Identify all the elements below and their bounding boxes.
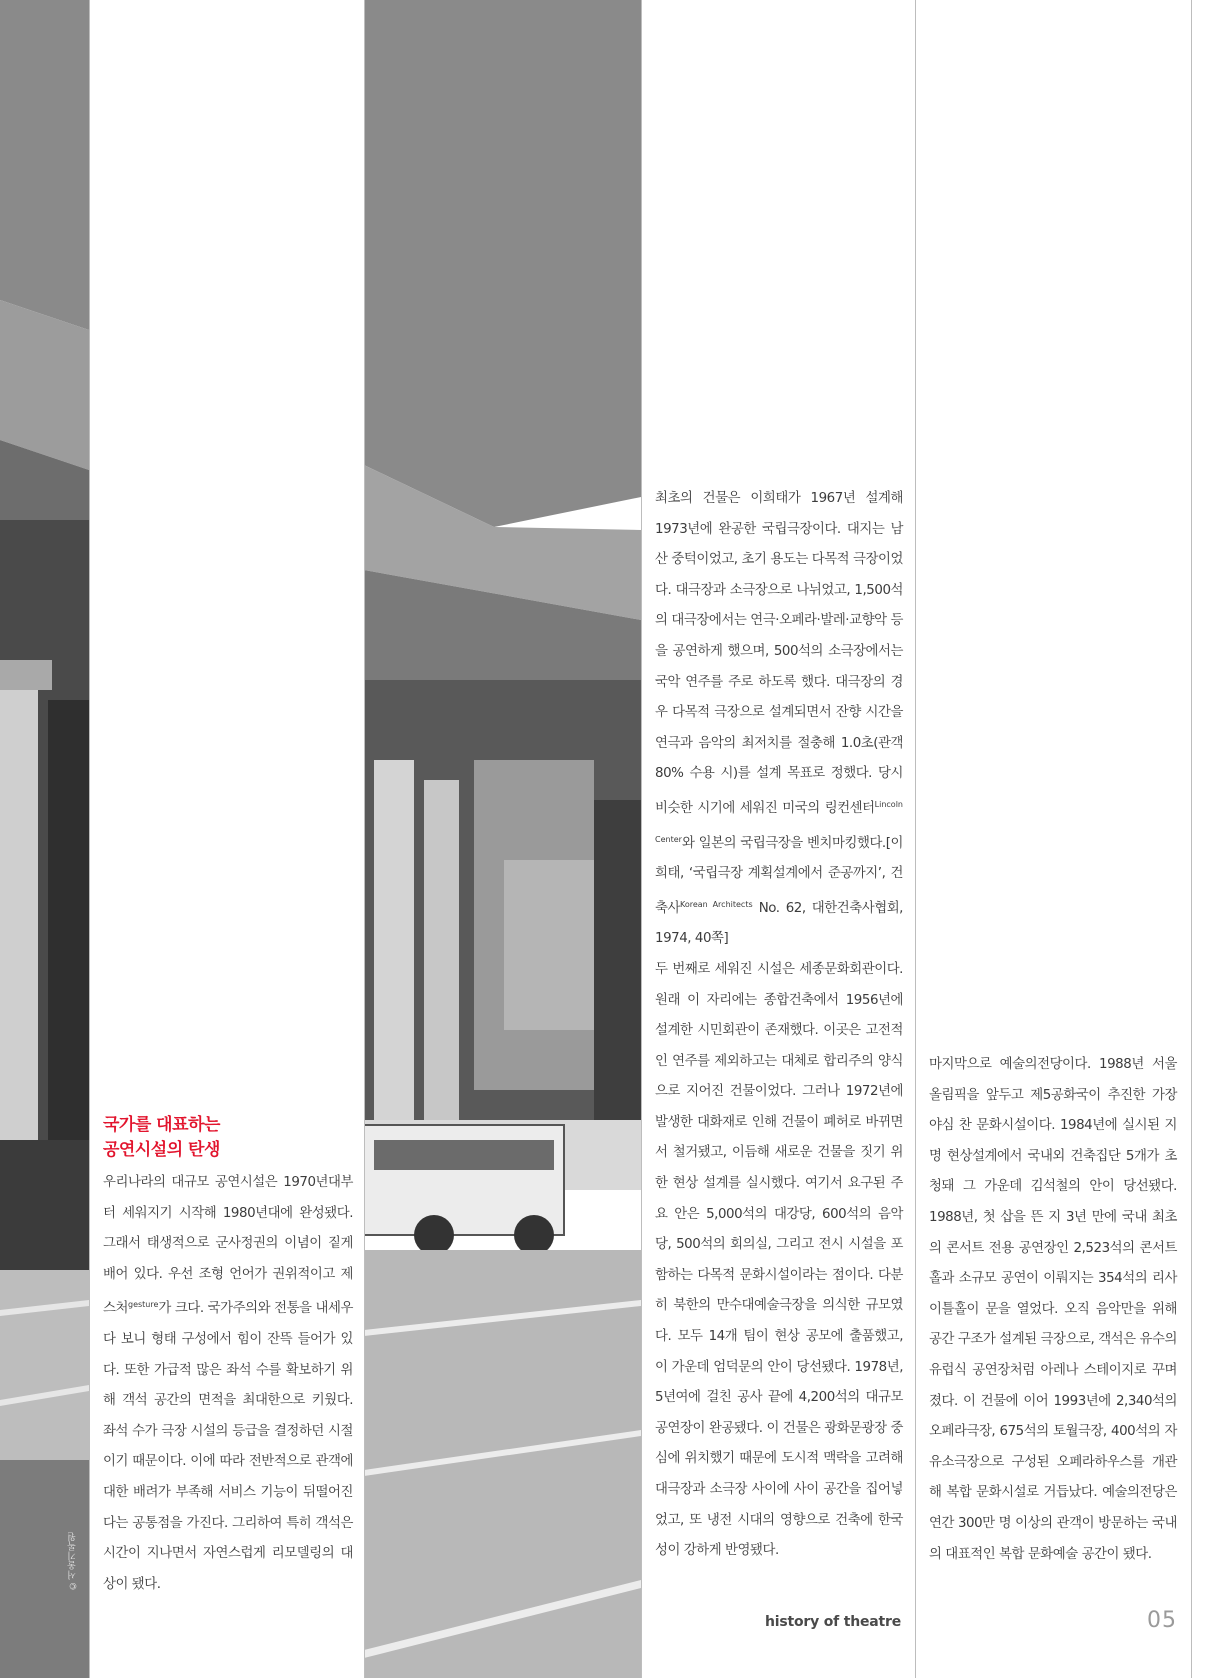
superscript-term: Lincoln Center (655, 799, 903, 844)
photo-strip-middle (364, 0, 641, 1678)
superscript-term: Korean Architects (679, 899, 753, 909)
text-run: No. 62, 대한건축사협회, 1974, 40쪽] (655, 900, 903, 947)
text-run: 우리나라의 대규모 공연시설은 1970년대부터 세워지기 시작해 1980년대에 완성됐다. 그래서 태생적으로 군사정권의 이념이 짙게 배어 있다. 우선 조형 언어가 권위적이고 제스처 (103, 1175, 353, 1317)
photo-credit: ©서울기록원 (68, 1532, 78, 1590)
building-photo-left (0, 0, 89, 1678)
page-number: 05 (1147, 1608, 1177, 1633)
section-heading-line2: 공연시설의 탄생 (103, 1140, 220, 1160)
column-rule (89, 0, 90, 1678)
paragraph: 두 번째로 세워진 시설은 세종문화회관이다. 원래 이 자리에는 종합건축에서 1956년에 설계한 시민회관이 존재했다. 이곳은 고전적인 연주를 제외하고는 대체로 합리주의 양식으로 지어진 건물이었다. 그러나 1972년에 발생한 대화재로 인해 건물이 폐허로 바뀌면서 철거됐고, 이듬해 새로운 건물을 짓기 위한 현상 설계를 실시했다. 여기서 요구된 주요 안은 5,000석의 대강당, 600석의 음악당, 500석의 회의실, 그리고 전시 시설을 포함하는 다목적 문화시설이라는 점이다. 다분히 북한의 만수대예술극장을 의식한 규모였다. 모두 14개 팀이 현상 공모에 출품했고, 이 가운데 엄덕문의 안이 당선됐다. 1978년, 5년여에 걸친 공사 끝에 4,200석의 대규모 공연장이 완공됐다. 이 건물은 광화문광장 중심에 위치했기 때문에 도시적 맥락을 고려해 대극장과 소극장 사이에 사이 공간을 집어넣었고, 또 냉전 시대의 영향으로 건축에 한국성이 강하게 반영됐다. (655, 961, 903, 1559)
column-rule (364, 0, 365, 1678)
section-footer-label: history of theatre (765, 1614, 901, 1630)
paragraph (655, 484, 903, 955)
text-run: 가 크다. 국가주의와 전통을 내세우다 보니 형태 구성에서 힘이 잔뜩 들어가 있다. 또한 가급적 많은 좌석 수를 확보하기 위해 객석 공간의 면적을 최대한으로 키웠다. 좌석 수가 극장 시설의 등급을 결정하던 시절이기 때문이다. 이에 따라 전반적으로 관객에 대한 배려가 부족해 서비스 기능이 뒤떨어진다는 공통점을 가진다. 그리하여 특히 객석은 시간이 지나면서 자연스럽게 리모델링의 대상이 됐다. (103, 1301, 353, 1592)
text-run: 최초의 건물은 이희태가 1967년 설계해 1973년에 완공한 국립극장이다. 대지는 남산 중턱이었고, 초기 용도는 다목적 극장이었다. 대극장과 소극장으로 나뉘었고, 1,500석의 대극장에서는 연극·오페라·발레·교향악 등을 공연하게 했으며, 500석의 소극장에서는 국악 연주를 주로 하도록 했다. 대극장의 경우 다목적 극장으로 설계되면서 잔향 시간을 연극과 음악의 최저치를 절충해 1.0초(관객 80% 수용 시)를 설계 목표로 정했다. 당시 비슷한 시기에 세워진 미국의 링컨센터 (655, 491, 903, 816)
building-photo-middle (364, 0, 641, 1678)
column-rule (641, 0, 642, 1678)
paragraph (103, 1168, 353, 1600)
superscript-term: gesture (127, 1300, 159, 1310)
section-heading-line1: 국가를 대표하는 (103, 1115, 220, 1135)
column-rule (1191, 0, 1192, 1678)
paragraph: 마지막으로 예술의전당이다. 1988년 서울 올림픽을 앞두고 제5공화국이 추진한 가장 야심 찬 문화시설이다. 1984년에 실시된 지명 현상설계에서 국내외 건축집단 5개가 초청돼 그 가운데 김석철의 안이 당선됐다. 1988년, 첫 삽을 뜬 지 3년 만에 국내 최초의 콘서트 전용 공연장인 2,523석의 콘서트홀과 소규모 공연이 이뤄지는 354석의 리사이틀홀이 문을 열었다. 오직 음악만을 위해 공간 구조가 설계된 극장으로, 객석은 유수의 유럽식 공연장처럼 아레나 스테이지로 꾸며졌다. 이 건물에 이어 1993년에 2,340석의 오페라극장, 675석의 토월극장, 400석의 자유소극장으로 구성된 오페라하우스를 개관해 복합 문화시설로 거듭났다. 예술의전당은 연간 300만 명 이상의 관객이 방문하는 국내의 대표적인 복합 문화예술 공간이 됐다. (929, 1057, 1177, 1562)
photo-strip-left (0, 0, 89, 1678)
column-4-text (929, 1050, 1177, 1570)
column-1-text (103, 1168, 353, 1600)
section-heading (103, 1113, 363, 1163)
column-3-text (655, 484, 903, 1567)
column-rule (915, 0, 916, 1678)
text-run: 와 일본의 국립극장을 벤치마킹했다.[이희태, ‘국립극장 계획설계에서 준공까지’, 건축사 (655, 835, 903, 916)
